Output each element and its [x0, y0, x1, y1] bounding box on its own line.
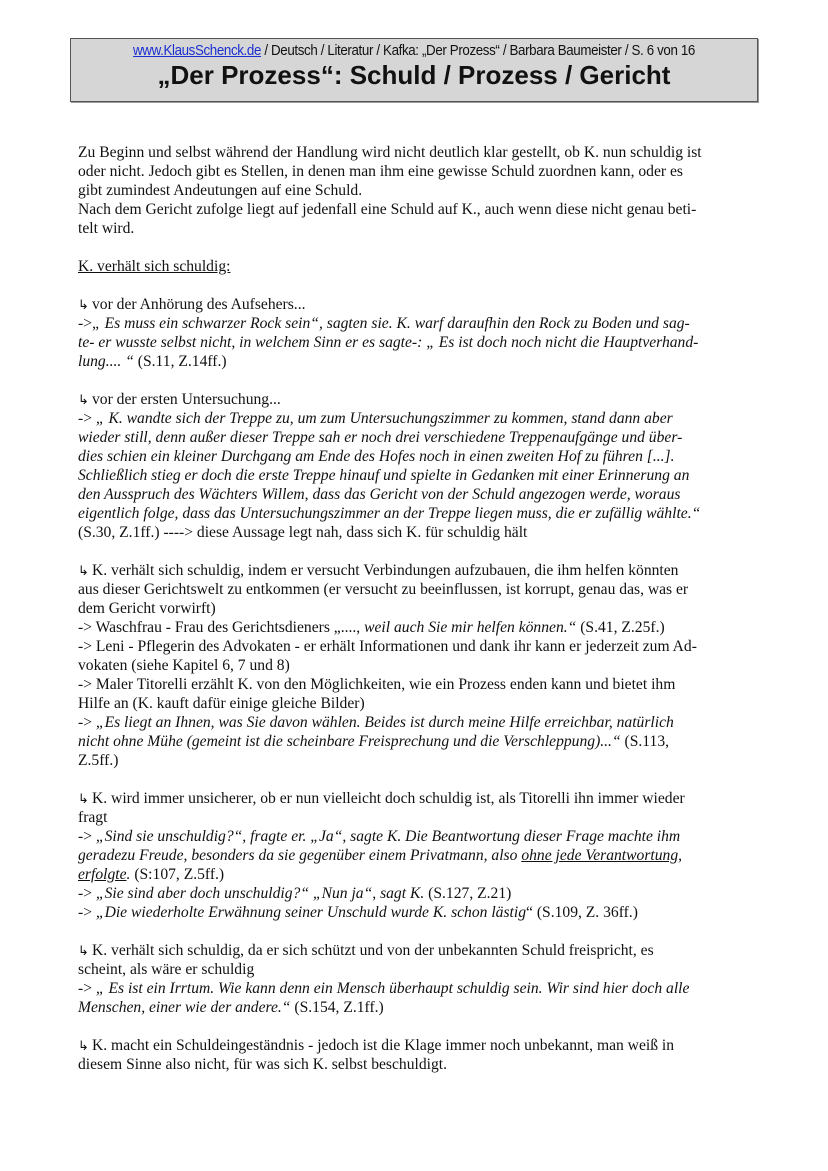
- quote-segment: „Sie sind aber doch unschuldig?“ „Nun ja“, sagt K.: [95, 885, 425, 902]
- quote-segment: „Sind sie unschuldig?“, fragte er. „Ja“, sagte K. Die Beantwortung dieser Frage machte ihm geradezu Freude, besonders da sie gegenüber einem Privatmann, also: [78, 828, 681, 864]
- text-segment: (S.113, Z.5ff.): [78, 733, 670, 769]
- text-segment: vor der ersten Untersuchung... ->: [78, 391, 281, 427]
- text-segment: (S:107, Z.5ff.) ->: [78, 866, 225, 902]
- text-segment: K. macht ein Schuldeingeständnis - jedoch ist die Klage immer noch unbekannt, man weiß in diesem Sinne also nicht, für was sich K. selbst beschuldigt.: [78, 1037, 675, 1073]
- quote-segment: .: [126, 866, 131, 883]
- quote-segment: „Es liegt an Ihnen, was Sie davon wählen. Beides ist durch meine Hilfe erreichbar, natürlich nicht ohne Mühe (gemeint ist die scheinbare Freisprechung und die Verschleppung)...“: [78, 714, 674, 750]
- quote-segment: K. verhält sich schuldig:: [78, 258, 231, 275]
- paragraph: [78, 1036, 768, 1074]
- arrow-bullet-icon: ↳: [78, 392, 89, 407]
- quote-segment: „Die wiederholte Erwähnung seiner Unschuld wurde K. schon lästig: [95, 904, 527, 921]
- quote-segment: „ Es ist ein Irrtum. Wie kann denn ein Mensch überhaupt schuldig sein. Wir sind hier doch alle Menschen, einer wie der andere.“: [78, 980, 690, 1016]
- text-segment: (S.30, Z.1ff.) ----> diese Aussage legt nah, dass sich K. für schuldig hält: [78, 524, 528, 541]
- text-segment: (S.41, Z.25f.) -> Leni - Pflegerin des Advokaten - er erhält Informationen und dank ihr kann er jederzeit zum Ad- vokaten (siehe Kapitel 6, 7 und 8) -> Maler Titorelli erzählt K. von den Möglichkeiten, wie ein Prozess enden kann und bietet ihm Hilfe an (K. kauft dafür einige gleiche Bilder) ->: [78, 619, 697, 731]
- arrow-bullet-icon: ↳: [78, 297, 89, 312]
- quote-segment: „ K. wandte sich der Treppe zu, um zum Untersuchungszimmer zu kommen, stand dann aber wieder still, denn außer dieser Treppe sah er noch drei verschiedene Treppenaufgänge und über- dies schien ein kleiner Durchgang am Ende des Hofes noch in einen zweiten Hof zu führen [...]. Schließlich stieg er doch die erste Treppe hinauf und spielte in Gedanken mit einer Erinnerung an den Ausspruch des Wächters Willem, dass das Gericht von der Schuld angezogen werde, woraus eigentlich folge, dass das Untersuchungszimmer an der Treppe liegen muss, die er zufällig wählte.“: [78, 410, 701, 522]
- page-title: „Der Prozess“: Schuld / Prozess / Gericht: [157, 60, 671, 90]
- text-segment: K. verhält sich schuldig, da er sich schützt und von der unbekannten Schuld freispricht, es scheint, als wäre er schuldig ->: [78, 942, 654, 997]
- arrow-bullet-icon: ↳: [78, 1038, 89, 1053]
- paragraph: [78, 295, 768, 371]
- arrow-bullet-icon: ↳: [78, 791, 89, 806]
- text-segment: (S.154, Z.1ff.): [290, 999, 384, 1016]
- quote-segment: ohne jede Verantwortung, erfolgte: [78, 847, 683, 883]
- text-segment: “ (S.109, Z. 36ff.): [526, 904, 638, 921]
- document-body: [78, 143, 768, 1093]
- page-header: [70, 38, 758, 102]
- text-segment: K. wird immer unsicherer, ob er nun vielleicht doch schuldig ist, als Titorelli ihn immer wieder fragt ->: [78, 790, 685, 845]
- quote-segment: weil auch Sie mir helfen können.“: [364, 619, 577, 636]
- text-segment: (S.11, Z.14ff.): [133, 353, 227, 370]
- text-segment: Zu Beginn und selbst während der Handlung wird nicht deutlich klar gestellt, ob K. nun schuldig ist oder nicht. Jedoch gibt es Stellen, in denen man ihm eine gewisse Schuld zuordnen kann, oder es gibt zumindest Andeutungen auf eine Schuld. Nach dem Gericht zufolge liegt auf jedenfall eine Schuld auf K., auch wenn diese nicht genau beti- telt wird.: [78, 144, 702, 237]
- text-segment: K. verhält sich schuldig, indem er versucht Verbindungen aufzubauen, die ihm helfen könnten aus dieser Gerichtswelt zu entkommen (er versucht zu beeinflussen, ist korrupt, genau das, was er dem Gericht vorwirft) -> Waschfrau - Frau des Gerichtsdieners „....,: [78, 562, 689, 636]
- paragraph: [78, 143, 768, 238]
- arrow-bullet-icon: ↳: [78, 943, 89, 958]
- paragraph: [78, 390, 768, 542]
- site-link[interactable]: www.KlausSchenck.de: [133, 43, 262, 59]
- text-segment: vor der Anhörung des Aufsehers... ->: [78, 296, 306, 332]
- section-heading: [78, 257, 768, 276]
- quote-segment: „ Es muss ein schwarzer Rock sein“, sagten sie. K. warf daraufhin den Rock zu Boden und sag- te- er wusste selbst nicht, in welchem Sinn er es sagte-: „ Es ist doch noch nicht die Hauptverhand- lung.... “: [78, 315, 699, 370]
- breadcrumb-path: / Deutsch / Literatur / Kafka: „Der Prozess“ / Barbara Baumeister / S. 6 von 16: [261, 43, 695, 59]
- paragraph: [78, 789, 768, 922]
- breadcrumb: [98, 43, 729, 59]
- paragraph: [78, 561, 768, 770]
- text-segment: (S.127, Z.21) ->: [78, 885, 512, 921]
- arrow-bullet-icon: ↳: [78, 563, 89, 578]
- paragraph: [78, 941, 768, 1017]
